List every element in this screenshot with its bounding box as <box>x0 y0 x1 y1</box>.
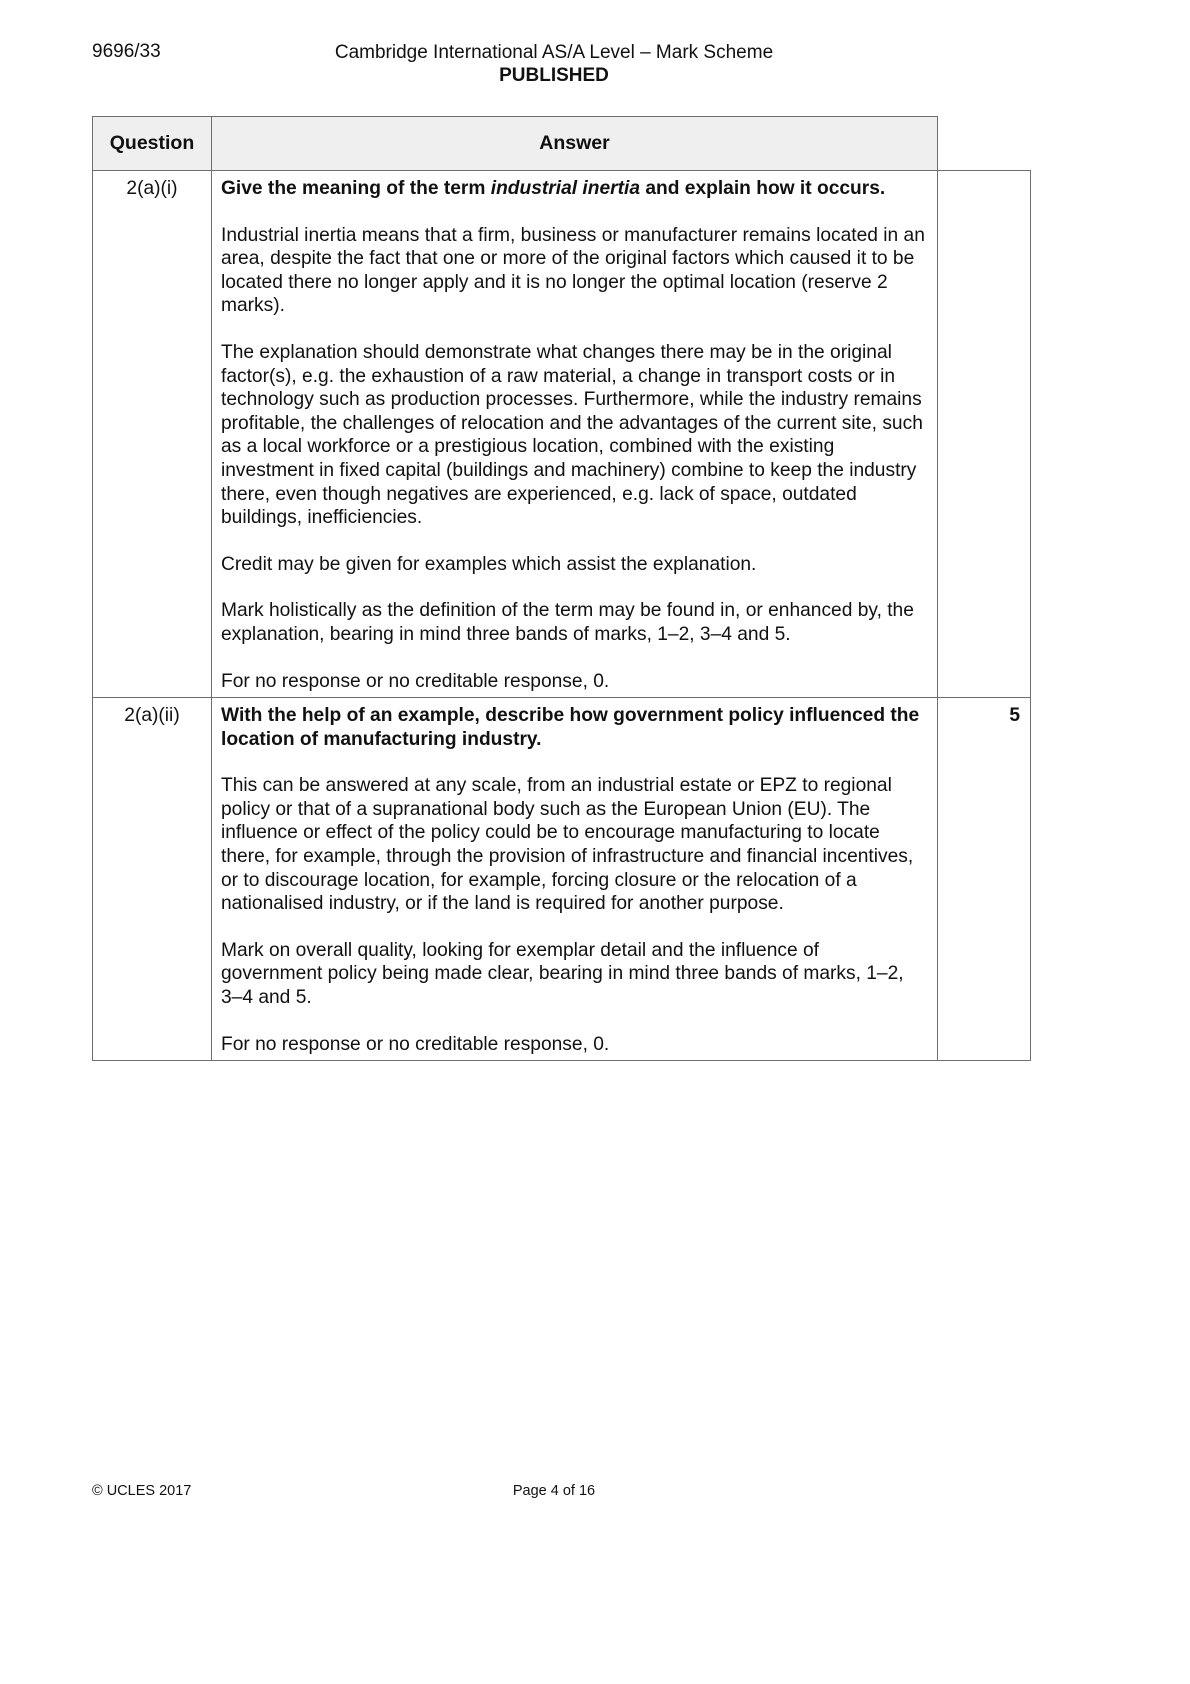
column-header-answer: Answer <box>212 117 938 171</box>
document-header <box>0 41 1108 87</box>
page-number: Page 4 of 16 <box>512 1483 596 1499</box>
marks-cell: 5 <box>938 698 1031 1061</box>
answer-paragraph: This can be answered at any scale, from an industrial estate or EPZ to regional policy or that of a supranational body such as the European Union (EU). The influence or effect of the policy could be to encourage manufacturing to locate there, for example, through the provision of infrastructure and financial incentives, or to discourage location, for example, forcing closure or the relocation of a nationalised industry, or if the land is required for another purpose. <box>221 775 914 915</box>
question-number: 2(a)(ii) <box>93 698 212 1061</box>
answer-paragraph: The explanation should demonstrate what changes there may be in the original factor(s), e.g. the exhaustion of a raw material, a change in transport costs or in technology such as production processes. Furthermore, while the industry remains profitable, the challenges of relocation and the advantages of the current site, such as a local workforce or a prestigious location, combined with the existing investment in fixed capital (buildings and machinery) combine to keep the industry there, even though negatives are experienced, e.g. lack of space, outdated buildings, inefficiencies. <box>221 341 923 529</box>
answer-paragraph: Mark on overall quality, looking for exemplar detail and the influence of government policy being made clear, bearing in mind three bands of marks, 1–2, 3–4 and 5. <box>221 939 904 1009</box>
question-number: 2(a)(i) <box>93 171 212 698</box>
document-title: Cambridge International AS/A Level – Mark Scheme <box>334 42 774 63</box>
column-header-question: Question <box>93 117 212 171</box>
document-code: 9696/33 <box>92 41 161 62</box>
prompt-text: Give the meaning of the term <box>221 178 491 199</box>
prompt-term: industrial inertia <box>490 178 641 199</box>
answer-cell <box>212 171 938 698</box>
answer-paragraph: For no response or no creditable response, 0. <box>221 670 610 692</box>
table-header-row <box>93 117 1031 171</box>
document-status: PUBLISHED <box>499 65 609 86</box>
table-row <box>93 698 1031 1061</box>
table-row <box>93 171 1031 698</box>
prompt-text: and explain how it occurs. <box>640 178 886 199</box>
answer-paragraph: Credit may be given for examples which assist the explanation. <box>221 553 757 575</box>
copyright-notice: © UCLES 2017 <box>92 1483 192 1499</box>
marks-cell <box>938 171 1031 698</box>
question-prompt <box>221 177 925 201</box>
question-prompt: With the help of an example, describe how government policy influenced the location of manufacturing industry. <box>221 705 920 750</box>
answer-paragraph: For no response or no creditable response, 0. <box>221 1033 610 1055</box>
answer-paragraph: Industrial inertia means that a firm, business or manufacturer remains located in an area, despite the fact that one or more of the original factors which caused it to be located there no longer apply and it is no longer the optimal location (reserve 2 marks). <box>221 224 925 317</box>
column-header-marks <box>938 117 1031 171</box>
answer-cell <box>212 698 938 1061</box>
mark-scheme-table <box>92 116 1031 1061</box>
answer-paragraph: Mark holistically as the definition of the term may be found in, or enhanced by, the explanation, bearing in mind three bands of marks, 1–2, 3–4 and 5. <box>221 600 914 645</box>
